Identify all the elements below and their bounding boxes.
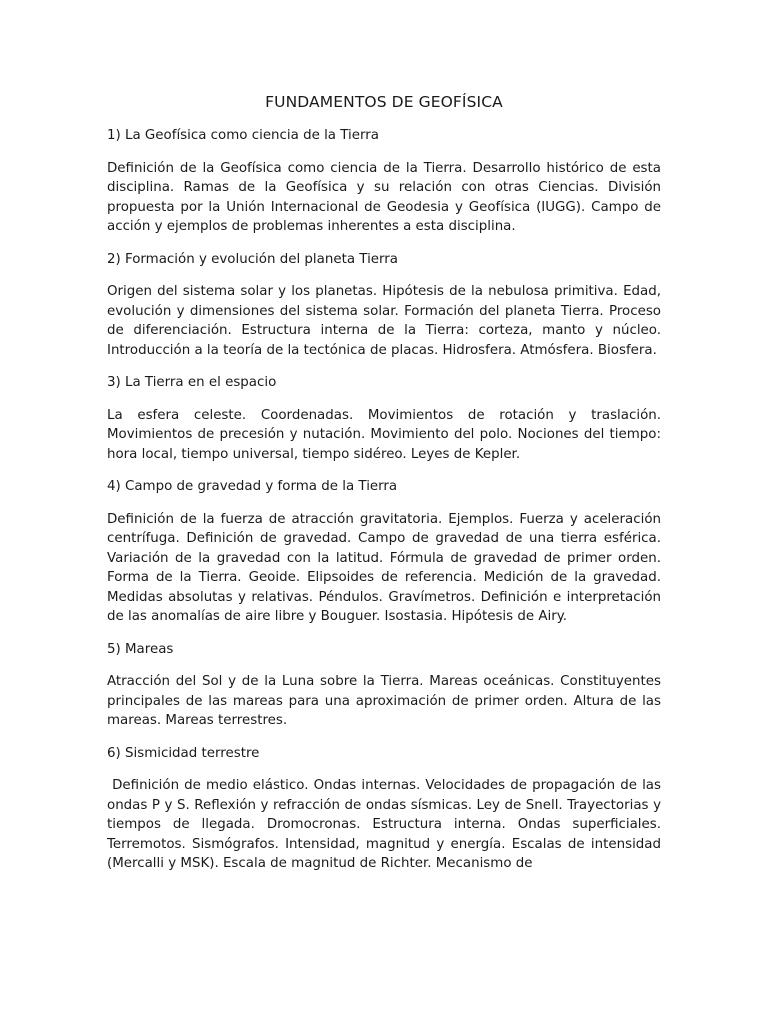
section-body-1: Definición de la Geofísica como ciencia de la Tierra. Desarrollo histórico de esta disciplina. Ramas de la Geofísica y su relación con otras Ciencias. División propuesta por la Unión Internacional de Geodesia y Geofísica (IUGG). Campo de acción y ejemplos de problemas inherentes a esta disciplina. — [107, 160, 661, 234]
section-heading-2: 2) Formación y evolución del planeta Tierra — [107, 251, 399, 267]
section-heading-1: 1) La Geofísica como ciencia de la Tierra — [107, 128, 379, 143]
section-body-2: Origen del sistema solar y los planetas. Hipótesis de la nebulosa primitiva. Edad, evolución y dimensiones del sistema solar. Formación del planeta Tierra. Proceso de diferenciación. Estructura interna de la Tierra: corteza, manto y núcleo. Introducción a la teoría de la tectónica de placas. Hidrosfera. Atmósfera. Biosfera. — [107, 284, 661, 358]
page-title: FUNDAMENTOS DE GEOFÍSICA — [265, 93, 503, 111]
section-body-4: Definición de la fuerza de atracción gravitatoria. Ejemplos. Fuerza y aceleración centrífuga. Definición de gravedad. Campo de gravedad de una tierra esférica. Variación de la gravedad con la latitud. Fórmula de gravedad de primer orden. Forma de la Tierra. Geoide. Elipsoides de referencia. Medición de la gravedad. Medidas absolutas y relativas. Péndulos. Gravímetros. Definición e interpretación de las anomalías de aire libre y Bouguer. Isostasia. Hipótesis de Airy. — [107, 511, 661, 624]
section-heading-6: 6) Sismicidad terrestre — [107, 745, 260, 761]
section-heading-5: 5) Mareas — [107, 641, 174, 657]
document-body — [107, 126, 666, 887]
section-body-5: Atracción del Sol y de la Luna sobre la Tierra. Mareas oceánicas. Constituyentes principales de las mareas para una aproximación de primer orden. Altura de las mareas. Mareas terrestres. — [107, 674, 661, 728]
section-heading-4: 4) Campo de gravedad y forma de la Tierra — [107, 479, 398, 494]
section-body-3: La esfera celeste. Coordenadas. Movimientos de rotación y traslación. Movimientos de precesión y nutación. Movimiento del polo. Nociones del tiempo: hora local, tiempo universal, tiempo sidéreo. Leyes de Kepler. — [107, 407, 661, 462]
section-heading-3: 3) La Tierra en el espacio — [107, 375, 277, 390]
section-body-6: Definición de medio elástico. Ondas internas. Velocidades de propagación de las ondas P y S. Reflexión y refracción de ondas sísmicas. Ley de Snell. Trayectorias y tiempos de llegada. Dromocronas. Estructura interna. Ondas superficiales. Terremotos. Sismógrafos. Intensidad, magnitud y energía. Escalas de intensidad (Mercalli y MSK). Escala de magnitud de Richter. Mecanismo de — [107, 778, 666, 871]
